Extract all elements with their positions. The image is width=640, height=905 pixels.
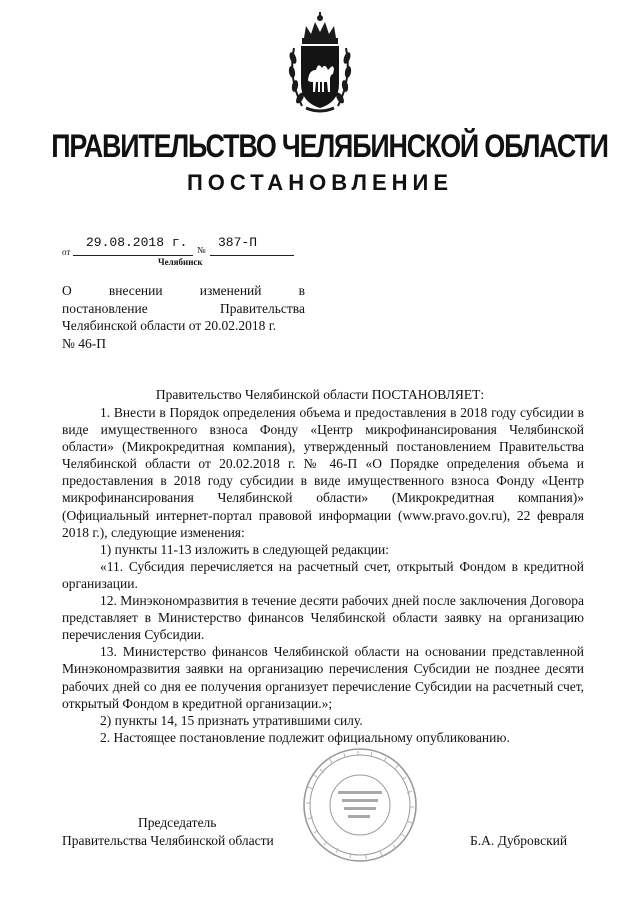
from-label: от [62,247,71,257]
subject-line: О внесении изменений в [62,283,305,298]
number-underline [210,255,294,256]
signatory-title-line-1: Председатель [138,815,217,830]
chelyabinsk-coat-of-arms-icon [286,8,354,118]
city-label: Челябинск [158,257,203,267]
signatory-title-line-2: Правительства Челябинской области [62,833,274,848]
paragraph-clause-11: «11. Субсидия перечисляется на расчетный счет, открытый Фондом в кредитной организации. [62,558,584,591]
document-body [62,404,584,746]
signatory-name: Б.А. Дубровский [470,833,568,848]
official-seal-icon [300,745,420,865]
document-subject [62,282,305,352]
subject-line: постановление Правительства [62,300,305,316]
paragraph-item-2: 2) пункты 14, 15 признать утратившими силу. [100,712,363,728]
paragraph-clause-13: 13. Министерство финансов Челябинской области на основании представленной Минэкономразвития заявки на организацию перечисления Субсидии не позднее десяти рабочих дней со дня ее получения организует перечисление Субсидии на расчетный счет, открытый Фондом в кредитной организации.»; [62,644,584,711]
document-type: ПОСТАНОВЛЕНИЕ [186,170,454,195]
paragraph-clause-12: 12. Минэкономразвития в течение десяти рабочих дней после заключения Договора представляет в Министерство финансов Челябинской области заявку на организацию перечисления Субсидии. [62,593,584,643]
paragraph-1: 1. Внести в Порядок определения объема и предоставления в 2018 году субсидии в виде имущественного взноса Фонду «Центр микрофинансирования Челябинской области» (Микрокредитная компания), утвержденный постановлением Правительства Челябинской области от 20.02.2018 г. № 46-П «О Порядке определения объема и предоставления в 2018 году субсидии в виде имущественного взноса Фонду «Центр микрофинансирования Челябинской области» (Микрокредитная компания)» (Официальный интернет-портал правовой информации (www.pravo.gov.ru), 22 февраля 2018 г.), следующие изменения: [62,405,584,540]
document-date: 29.08.2018 г. [86,235,188,250]
subject-line: № 46-П [62,335,107,351]
number-label: № [197,245,206,255]
government-title: ПРАВИТЕЛЬСТВО ЧЕЛЯБИНСКОЙ ОБЛАСТИ [51,128,608,164]
paragraph-2: 2. Настоящее постановление подлежит официальному опубликованию. [100,729,510,745]
subject-line: Челябинской области от 20.02.2018 г. [62,318,277,333]
paragraph-item-1: 1) пункты 11-13 изложить в следующей редакции: [100,541,389,557]
resolution-lead: Правительство Челябинской области ПОСТАНОВЛЯЕТ: [155,387,485,402]
date-underline [73,255,193,256]
document-number: 387-П [218,235,258,250]
